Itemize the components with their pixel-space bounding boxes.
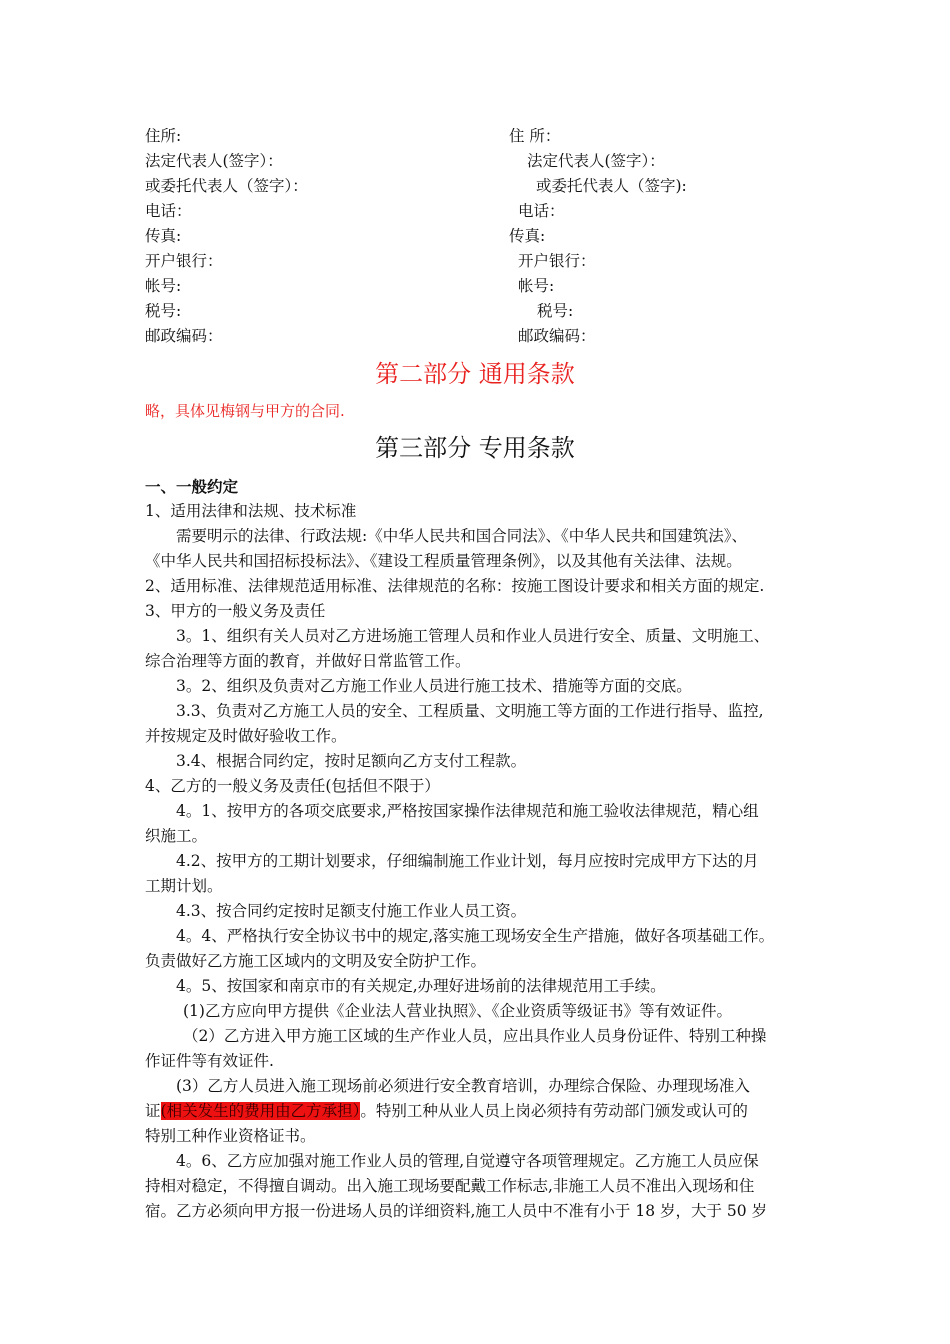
clause-line: 宿。乙方必须向甲方报一份进场人员的详细资料,施工人员中不准有小于 18 岁，大于 50 岁 [145, 1202, 768, 1220]
section-heading: 一、一般约定 [145, 477, 239, 496]
clause-line: 综合治理等方面的教育，并做好日常监管工作。 [145, 652, 471, 670]
clause-line: 3.3、负责对乙方施工人员的安全、工程质量、文明施工等方面的工作进行指导、监控, [176, 702, 764, 720]
left-phone-label: 电话： [145, 202, 192, 220]
clause-line-highlighted [145, 1099, 813, 1124]
info-row-account [145, 274, 825, 298]
clause-line: 4。1、按甲方的各项交底要求,严格按国家操作法律规范和施工验收法律规范，精心组 [176, 802, 759, 820]
clause-body [145, 474, 813, 1224]
clause-line: 织施工。 [145, 827, 208, 845]
info-row-bank [145, 249, 825, 273]
right-legal-rep-label: 法定代表人(签字）： [527, 152, 665, 170]
right-proxy-label: 或委托代表人（签字): [536, 177, 687, 195]
clause-line: 4。5、按国家和南京市的有关规定,办理好进场前的法律规范用工手续。 [176, 977, 666, 995]
clause-line: 4、乙方的一般义务及责任(包括但不限于） [145, 777, 440, 795]
info-row-postcode [145, 324, 825, 348]
clause-line: 3。2、组织及负责对乙方施工作业人员进行施工技术、措施等方面的交底。 [176, 677, 692, 695]
info-row-proxy [145, 174, 825, 198]
right-account-label: 帐号: [518, 277, 555, 295]
right-phone-label: 电话： [518, 202, 565, 220]
part2-note: 略，具体见梅钢与甲方的合同. [145, 402, 345, 420]
clause-line: (1)乙方应向甲方提供《企业法人营业执照》、《企业资质等级证书》等有效证件。 [183, 1002, 732, 1020]
right-bank-label: 开户银行： [518, 252, 596, 270]
clause-line: 3、甲方的一般义务及责任 [145, 602, 326, 620]
left-postcode-label: 邮政编码： [145, 327, 223, 345]
clause-line: 4。4、严格执行安全协议书中的规定,落实施工现场安全生产措施，做好各项基础工作。 [176, 927, 775, 945]
clause-line: 4。6、乙方应加强对施工作业人员的管理,自觉遵守各项管理规定。乙方施工人员应保 [176, 1152, 759, 1170]
clause-line: 4.3、按合同约定按时足额支付施工作业人员工资。 [176, 902, 527, 920]
info-row-legal-rep [145, 149, 825, 173]
clause-line: 3。1、组织有关人员对乙方进场施工管理人员和作业人员进行安全、质量、文明施工、 [176, 627, 770, 645]
clause-line: 4.2、按甲方的工期计划要求，仔细编制施工作业计划，每月应按时完成甲方下达的月 [176, 852, 759, 870]
left-account-label: 帐号: [145, 277, 182, 295]
clause-line: 工期计划。 [145, 877, 223, 895]
highlighted-text: (相关发生的费用由乙方承担） [160, 1102, 361, 1120]
clause-line: 《中华人民共和国招标投标法》、《建设工程质量管理条例》，以及其他有关法律、法规。 [145, 552, 742, 570]
left-bank-label: 开户银行： [145, 252, 223, 270]
right-postcode-label: 邮政编码： [518, 327, 596, 345]
clause-line: （2）乙方进入甲方施工区域的生产作业人员，应出具作业人员身份证件、特别工种操 [183, 1027, 767, 1045]
part2-title: 第二部分 通用条款 [375, 360, 575, 388]
clause-text: 。特别工种从业人员上岗必须持有劳动部门颁发或认可的 [360, 1102, 748, 1120]
left-address-label: 住所: [145, 127, 182, 145]
clause-line: 作证件等有效证件. [145, 1052, 274, 1070]
clause-line: 2、适用标准、法律规范适用标准、法律规范的名称：按施工图设计要求和相关方面的规定. [145, 577, 765, 595]
right-address-label: 住 所： [509, 127, 561, 145]
clause-line: 1、适用法律和法规、技术标准 [145, 502, 357, 520]
part3-title: 第三部分 专用条款 [375, 434, 575, 462]
clause-line: 持相对稳定，不得擅自调动。出入施工现场要配戴工作标志,非施工人员不准出入现场和住 [145, 1177, 755, 1195]
left-fax-label: 传真: [145, 227, 182, 245]
clause-line: 负责做好乙方施工区域内的文明及安全防护工作。 [145, 952, 487, 970]
info-row-fax [145, 224, 825, 248]
clause-line: 特别工种作业资格证书。 [145, 1127, 316, 1145]
clause-text: 证 [145, 1102, 161, 1120]
left-legal-rep-label: 法定代表人(签字）： [145, 152, 283, 170]
right-fax-label: 传真: [509, 227, 546, 245]
clause-line: 需要明示的法律、行政法规:《中华人民共和国合同法》、《中华人民共和国建筑法》、 [176, 527, 747, 545]
clause-line: (3）乙方人员进入施工现场前必须进行安全教育培训，办理综合保险、办理现场准入 [176, 1077, 750, 1095]
info-row-address [145, 124, 825, 148]
left-tax-label: 税号: [145, 302, 182, 320]
right-tax-label: 税号: [537, 302, 574, 320]
info-row-tax [145, 299, 825, 323]
clause-line: 3.4、根据合同约定，按时足额向乙方支付工程款。 [176, 752, 527, 770]
clause-line: 并按规定及时做好验收工作。 [145, 727, 347, 745]
left-proxy-label: 或委托代表人（签字）： [145, 177, 308, 195]
info-row-phone [145, 199, 825, 223]
